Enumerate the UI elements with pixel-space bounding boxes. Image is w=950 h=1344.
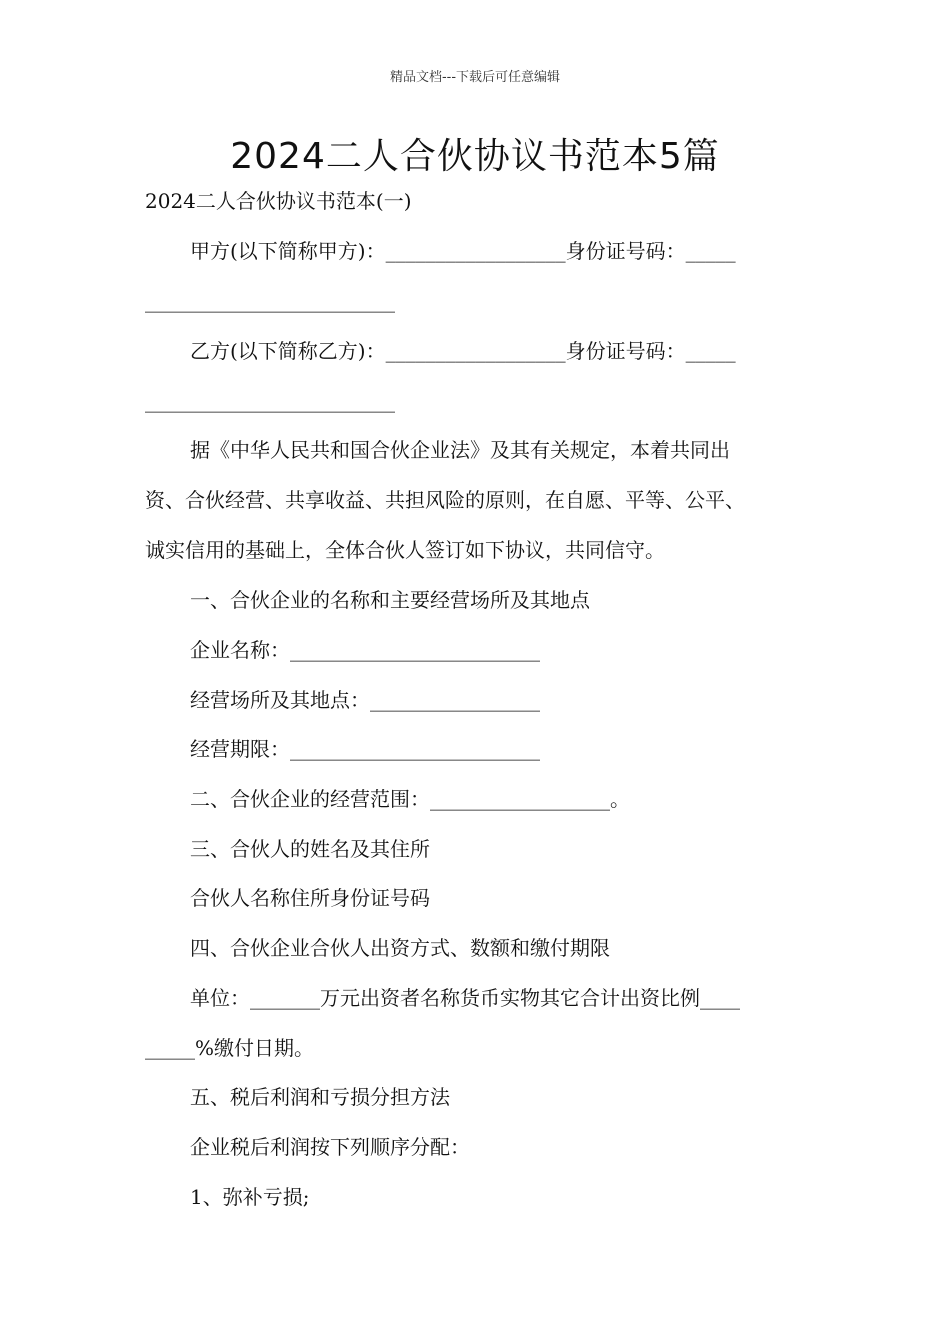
business-location-line: 经营场所及其地点：_________________ <box>190 688 540 712</box>
subtitle-line: 2024二人合伙协议书范本(一) <box>145 189 412 213</box>
preamble-line-2: 资、合伙经营、共享收益、共担风险的原则，在自愿、平等、公平、 <box>145 488 745 512</box>
section-1-heading: 一、合伙企业的名称和主要经营场所及其地点 <box>190 588 590 612</box>
partner-info-line: 合伙人名称住所身份证号码 <box>190 886 430 910</box>
section-2-heading: 二、合伙企业的经营范围：__________________。 <box>190 787 630 811</box>
contribution-unit-line: 单位：_______万元出资者名称货币实物其它合计出资比例____ <box>190 986 740 1010</box>
document-title: 2024二人合伙协议书范本5篇 <box>230 136 720 177</box>
party-b-line: 乙方(以下简称乙方)：__________________身份证号码：_____ <box>190 339 736 363</box>
contribution-date-line: _____%缴付日期。 <box>145 1036 315 1060</box>
header-note: 精品文档---下载后可任意编辑 <box>389 70 561 85</box>
preamble-line-1: 据《中华人民共和国合伙企业法》及其有关规定，本着共同出 <box>190 438 730 462</box>
profit-distribution-line: 企业税后利润按下列顺序分配： <box>190 1135 470 1159</box>
party-a-id-continuation: _________________________ <box>145 289 395 313</box>
party-a-line: 甲方(以下简称甲方)：__________________身份证号码：_____ <box>190 239 736 263</box>
section-3-heading: 三、合伙人的姓名及其住所 <box>190 837 430 861</box>
business-term-line: 经营期限：_________________________ <box>190 737 540 761</box>
party-b-id-continuation: _________________________ <box>145 389 395 413</box>
preamble-line-3: 诚实信用的基础上，全体合伙人签订如下协议，共同信守。 <box>145 538 665 562</box>
section-4-heading: 四、合伙企业合伙人出资方式、数额和缴付期限 <box>190 936 610 960</box>
section-5-heading: 五、税后利润和亏损分担方法 <box>190 1085 450 1109</box>
distribution-item-1: 1、弥补亏损; <box>190 1185 310 1209</box>
enterprise-name-line: 企业名称：_________________________ <box>190 638 540 662</box>
